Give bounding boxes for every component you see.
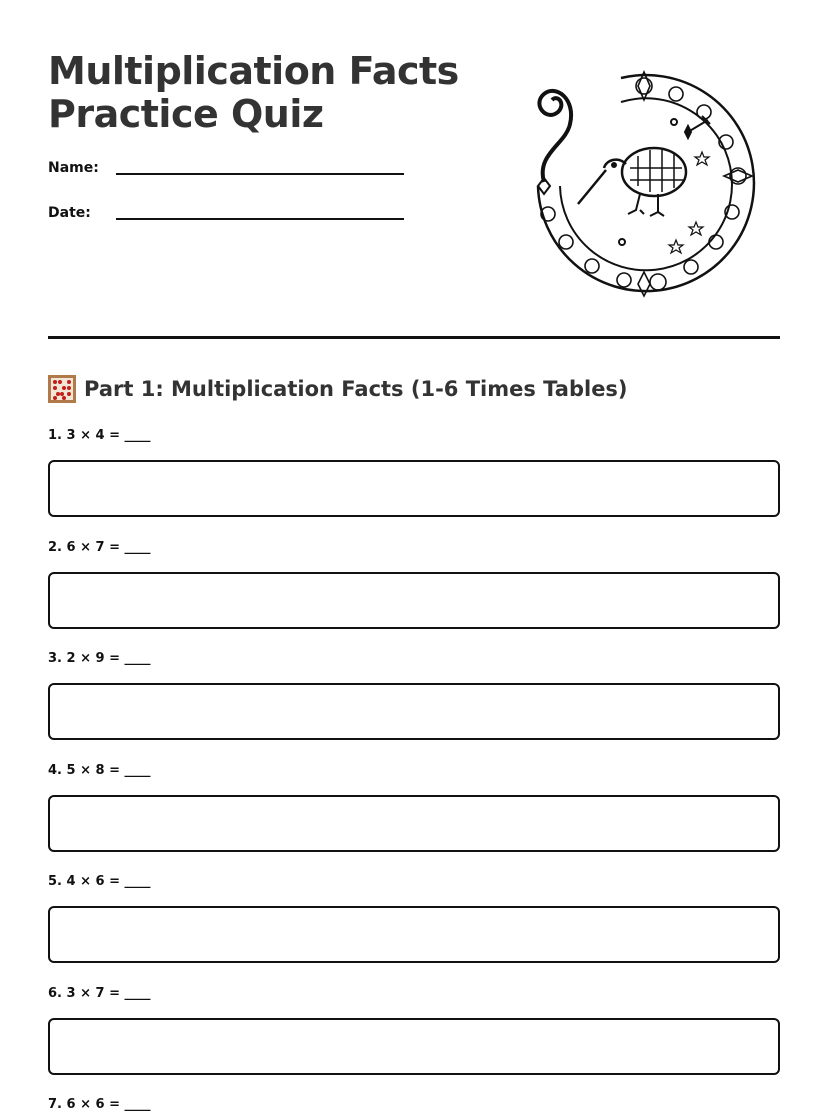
name-field[interactable] <box>48 160 404 184</box>
name-label: Name: <box>48 160 99 176</box>
section-title: Part 1: Multiplication Facts (1-6 Times Tables) <box>84 377 628 401</box>
abacus-icon <box>48 375 76 403</box>
page-title <box>48 50 468 136</box>
question-4 <box>48 763 780 875</box>
question-3 <box>48 651 780 763</box>
question-label: 1. 3 × 4 = ____ <box>48 428 151 443</box>
answer-box[interactable] <box>48 906 780 963</box>
question-label: 7. 6 × 6 = ____ <box>48 1097 151 1112</box>
question-6 <box>48 986 780 1098</box>
title-line-1: Multiplication Facts <box>48 49 459 93</box>
date-field[interactable] <box>48 205 404 229</box>
question-list <box>48 428 780 1118</box>
question-2 <box>48 540 780 652</box>
answer-box[interactable] <box>48 795 780 852</box>
answer-box[interactable] <box>48 460 780 517</box>
answer-box[interactable] <box>48 683 780 740</box>
question-label: 6. 3 × 7 = ____ <box>48 985 151 1001</box>
question-label: 5. 4 × 6 = ____ <box>48 874 151 889</box>
question-5 <box>48 874 780 986</box>
question-label: 4. 5 × 8 = ____ <box>48 762 151 778</box>
header-divider <box>48 336 780 339</box>
question-label: 3. 2 × 9 = ____ <box>48 651 151 666</box>
answer-box[interactable] <box>48 1018 780 1075</box>
kiwi-illustration <box>526 64 766 304</box>
date-line[interactable] <box>116 218 404 220</box>
section-heading <box>48 374 628 404</box>
question-7 <box>48 1097 780 1118</box>
date-label: Date: <box>48 205 91 221</box>
name-line[interactable] <box>116 173 404 175</box>
title-line-2: Practice Quiz <box>48 92 324 136</box>
question-label: 2. 6 × 7 = ____ <box>48 539 151 555</box>
question-1 <box>48 428 780 540</box>
answer-box[interactable] <box>48 572 780 629</box>
